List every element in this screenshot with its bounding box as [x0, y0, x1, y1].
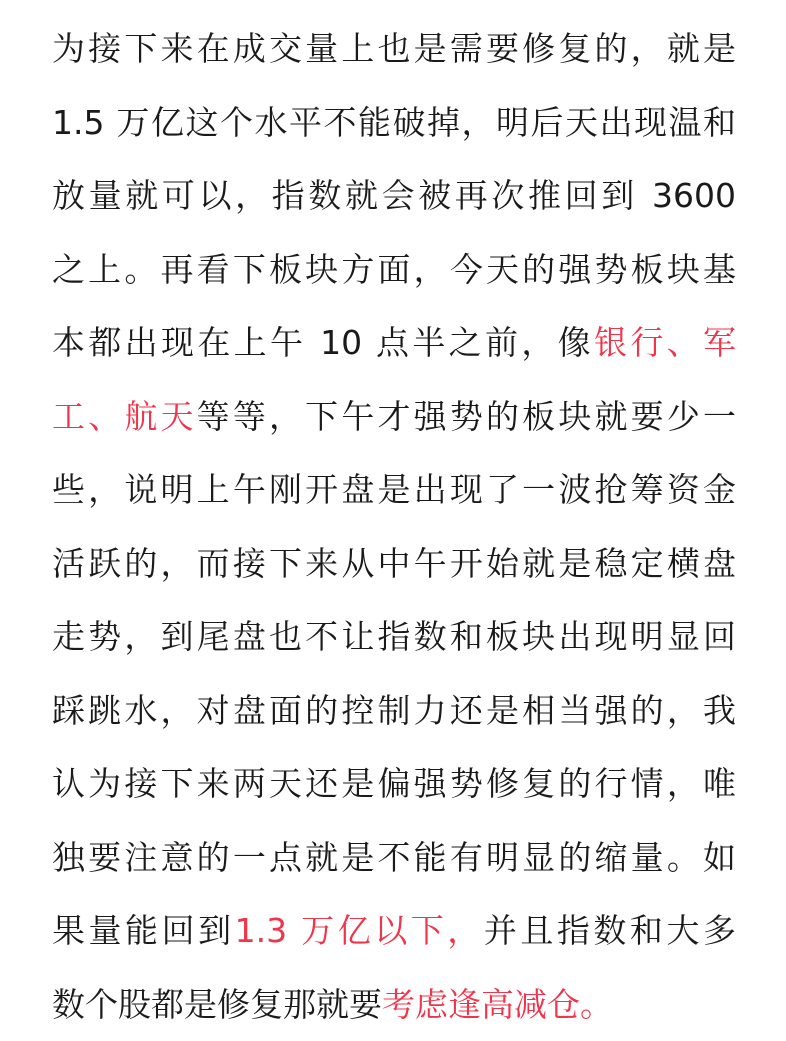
highlighted-text: 考虑逢高减仓。 [382, 985, 613, 1024]
body-text: 走势，到尾盘也不让指数和板块出现明显回 [52, 617, 736, 656]
text-line [52, 159, 736, 233]
text-line [52, 674, 736, 748]
text-line [52, 747, 736, 821]
text-line [52, 527, 736, 601]
body-text: 认为接下来两天还是偏强势修复的行情，唯 [52, 764, 736, 803]
text-line [52, 453, 736, 527]
body-text: 之上。再看下板块方面，今天的强势板块基 [52, 250, 736, 289]
body-text: 活跃的，而接下来从中午开始就是稳定横盘 [52, 544, 736, 583]
body-text: 并且指数和大多 [484, 911, 736, 950]
body-text: 果量能回到 [52, 911, 235, 950]
article-body [52, 12, 736, 1041]
text-line [52, 12, 736, 86]
body-text: 1.5 万亿这个水平不能破掉，明后天出现温和 [52, 103, 736, 142]
highlighted-text: 工、航天 [52, 397, 197, 436]
body-text: 等等，下午才强势的板块就要少一 [197, 397, 736, 436]
body-text: 独要注意的一点就是不能有明显的缩量。如 [52, 838, 736, 877]
body-text: 数个股都是修复那就要 [52, 985, 382, 1024]
text-line [52, 821, 736, 895]
body-text: 踩跳水，对盘面的控制力还是相当强的，我 [52, 691, 736, 730]
body-text: 些，说明上午刚开盘是出现了一波抢筹资金 [52, 470, 736, 509]
text-line [52, 894, 736, 968]
highlighted-text: 1.3 万亿以下， [235, 911, 484, 950]
text-line [52, 233, 736, 307]
body-text: 本都出现在上午 10 点半之前，像 [52, 323, 594, 362]
body-text: 为接下来在成交量上也是需要修复的，就是 [52, 29, 736, 68]
highlighted-text: 银行、军 [594, 323, 736, 362]
body-text: 放量就可以，指数就会被再次推回到 3600 [52, 176, 736, 215]
text-line [52, 86, 736, 160]
text-line [52, 968, 736, 1041]
text-line [52, 380, 736, 454]
text-line [52, 600, 736, 674]
text-line [52, 306, 736, 380]
